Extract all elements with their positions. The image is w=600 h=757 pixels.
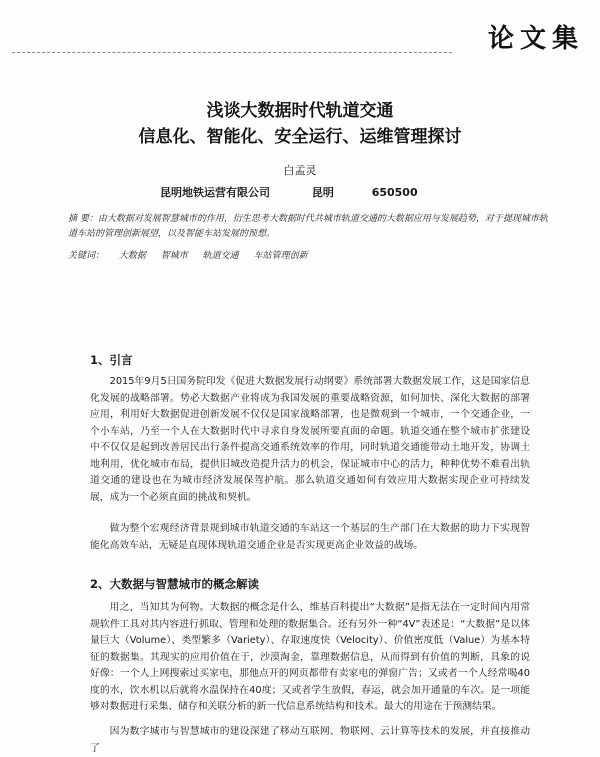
affiliation-city: 昆明	[311, 186, 334, 199]
abstract-text: 由大数据对发展智慧城市的作用，衍生思考大数据时代共城市轨道交通的大数据应用与发展趋势，对于提现城市轨道车站的管理创新展望，以及智能车站发展的预想。	[68, 214, 548, 239]
paper-title-line2: 信息化、智能化、安全运行、运维管理探讨	[138, 127, 462, 147]
body-paragraph: 做为整个宏观经济背景规到城市轨道交通的车站这一个基层的生产部门在大数据的助力下实现智能化高效车站，无疑是直现体现轨道交通企业是否实现更高企业效益的战场。	[90, 523, 530, 551]
keyword-item: 轨道交通	[202, 251, 239, 261]
affiliation-postcode: 650500	[371, 186, 418, 199]
keywords-label: 关键词：	[68, 251, 105, 261]
paper-title-line1: 浅谈大数据时代轨道交通	[206, 101, 394, 121]
section-heading-concepts: 2、大数据与智慧城市的概念解读	[90, 577, 259, 591]
header-rule	[12, 52, 452, 53]
abstract-label: 摘 要：	[68, 214, 98, 224]
keywords	[68, 248, 308, 261]
keyword-item: 大数据	[118, 251, 146, 261]
section-heading-introduction: 1、引言	[90, 353, 133, 367]
abstract	[68, 212, 548, 242]
author-name: 白孟灵	[283, 164, 317, 177]
body-paragraph: 因为数字城市与智慧城市的建设深建了移动互联网、物联网、云计算等技术的发展，并直接推动了	[90, 726, 530, 754]
journal-header-label: 论文集	[487, 24, 584, 54]
body-paragraph: 用之，当知其为何物。大数据的概念是什么，维基百科提出“大数据”是指无法在一定时间内用常规软件工具对其内容进行抓取、管理和处理的数据集合。还有另外一种“4V”表述是：“大数据”是以体量巨大（Volume）、类型繁多（Variety）、存取速度快（Velocity）、价值密度低（Value）为基本特征的数据集。其现实的应用价值在于，沙漠淘金，靠理数据信息，从而得到有价值的判断，具象的说好像：一个人上网搜索过买家电，那他点开的网页都带有卖家电的弹窗广告；又或者一个人经常喝40度的水，饮水机以后就将水温保持在40度；又或者学生放假，春运，就会加开通量的车次。是一项能够对数据进行采集、储存和关联分析的新一代信息系统结构和技术。最大的用途在于预测结果。	[90, 602, 530, 712]
keyword-item: 车站管理创新	[253, 251, 308, 261]
affiliation-organization: 昆明地铁运营有限公司	[160, 186, 270, 199]
keyword-item: 智城市	[160, 251, 188, 261]
author-affiliation	[160, 184, 418, 200]
body-paragraph: 2015年9月5日国务院印发《促进大数据发展行动纲要》系统部署大数据发展工作，这是国家信息化发展的战略部署。势必大数据产业将成为我国发展的重要战略资源，如何加快、深化大数据的部署应用，利用好大数据促进创新发展不仅仅是国家战略部署，也是微观到一个城市，一个交通企业，一个小车站，乃至一个人在大数据时代中寻求自身发展所要直面的命题。轨道交通在整个城市扩张建设中不仅仅是起到改善居民出行条件提高交通系统效率的作用，同时轨道交通能带动土地开发，协调土地利用，优化城市布局，提供旧城改造提升活力的机会，保证城市中心的活力，种种优势不难看出轨道交通的建设也在为城市经济发展保驾护航。那么轨道交通如何有效应用大数据实现企业可持续发展，成为一个必须直面的挑战和契机。	[90, 376, 530, 503]
